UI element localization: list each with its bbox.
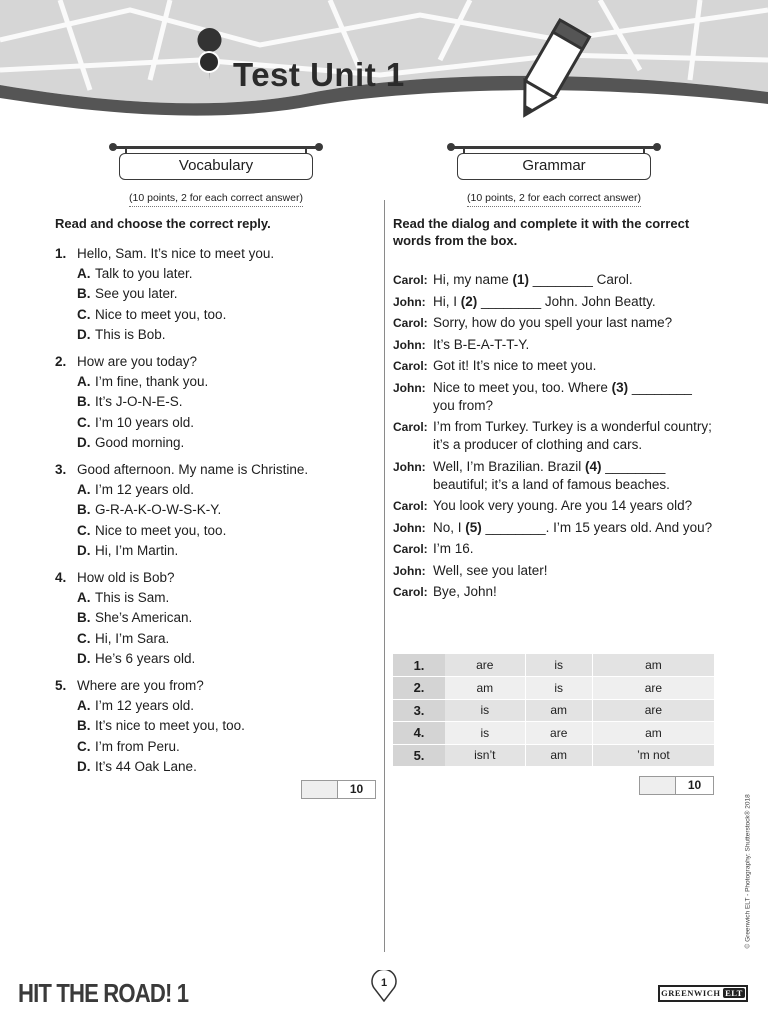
word-choice[interactable]: is (445, 699, 525, 722)
option-letter: D. (77, 758, 91, 774)
question-list (55, 244, 377, 777)
question-number: 4. (55, 570, 67, 586)
dialog-line (393, 497, 715, 515)
dialog-text: Hi, my name (1) ________ Carol. (433, 272, 633, 287)
option-letter: C. (77, 738, 91, 754)
option-letter: D. (77, 542, 91, 558)
option-letter: B. (77, 718, 91, 734)
speaker: Carol: (393, 499, 428, 513)
answer-option[interactable] (77, 284, 377, 304)
score-blank[interactable] (302, 781, 338, 798)
option-letter: B. (77, 502, 91, 518)
word-choice[interactable]: is (525, 654, 592, 677)
dialog-text: Well, I’m Brazilian. Brazil (4) ________ beautiful; it’s a land of famous beaches. (433, 458, 670, 492)
option-letter: D. (77, 434, 91, 450)
dialog-text: Got it! It’s nice to meet you. (433, 358, 597, 373)
vocabulary-section (55, 140, 377, 777)
speaker: John: (393, 459, 426, 474)
grammar-instruction: Read the dialog and complete it with the correct words from the box. (393, 216, 690, 248)
option-text: It’s J-O-N-E-S. (95, 394, 183, 410)
word-box-row (393, 699, 714, 722)
answer-option[interactable] (77, 649, 377, 669)
vocabulary-heading: Vocabulary (119, 153, 313, 180)
dialog-line (393, 418, 715, 454)
blank-number: (4) (585, 458, 602, 474)
option-text: I’m 12 years old. (95, 698, 195, 714)
page-title: Test Unit 1 (233, 56, 405, 93)
answer-option[interactable] (77, 541, 377, 561)
option-letter: D. (77, 650, 91, 666)
word-choice[interactable]: are (525, 722, 592, 745)
answer-option[interactable] (77, 500, 377, 520)
question-item (55, 676, 377, 777)
option-letter: C. (77, 306, 91, 322)
word-choice[interactable]: are (592, 699, 714, 722)
option-text: Hi, I’m Martin. (95, 542, 179, 558)
word-box-row (393, 744, 714, 767)
word-choice[interactable]: are (592, 677, 714, 700)
answer-option[interactable] (77, 716, 377, 736)
blank-number: (2) (460, 293, 478, 309)
grammar-score-box (639, 776, 714, 795)
speaker: John: (393, 563, 426, 578)
dialog-text: Bye, John! (433, 584, 497, 599)
answer-option[interactable] (77, 413, 377, 433)
word-choice[interactable]: are (445, 654, 525, 677)
page-header (0, 0, 768, 125)
speaker: Carol: (393, 542, 428, 556)
word-box-row (393, 722, 714, 745)
vocabulary-score-box (301, 780, 376, 799)
copyright-notice: © Greenwich ELT - Photography: Shutterstock® 2018 (744, 794, 752, 949)
option-letter: C. (77, 414, 91, 430)
option-letter: D. (77, 326, 91, 342)
word-choice[interactable]: isn’t (445, 744, 525, 767)
question-number: 1. (55, 246, 67, 261)
question-text: Good afternoon. My name is Christine. (77, 462, 309, 478)
dialog-line (393, 271, 715, 289)
option-letter: A. (77, 698, 91, 714)
option-letter: A. (77, 590, 91, 606)
question-number: 3. (55, 462, 67, 478)
dialog-line (393, 357, 715, 375)
word-choice[interactable]: is (445, 722, 525, 745)
dialog-text: I’m from Turkey. Turkey is a wonderful country; it’s a producer of clothing and cars. (433, 419, 712, 452)
option-letter: A. (77, 266, 91, 282)
answer-option[interactable] (77, 629, 377, 649)
question-text: How are you today? (77, 354, 198, 370)
option-text: Talk to you later. (95, 266, 193, 282)
option-text: G-R-A-K-O-W-S-K-Y. (95, 502, 222, 518)
word-choice[interactable]: am (525, 744, 592, 767)
question-item (55, 460, 377, 561)
question-item (55, 352, 377, 453)
option-text: Good morning. (95, 434, 185, 450)
speaker: John: (393, 380, 426, 395)
word-choice[interactable]: is (525, 677, 592, 700)
speaker: Carol: (393, 420, 428, 434)
option-text: He’s 6 years old. (95, 650, 196, 666)
grammar-points: (10 points, 2 for each correct answer) (393, 192, 715, 207)
option-text: I’m 10 years old. (95, 414, 195, 430)
dialog-text: Sorry, how do you spell your last name? (433, 315, 673, 330)
dialog (393, 271, 715, 601)
answer-option[interactable] (77, 325, 377, 345)
dialog-line (393, 314, 715, 332)
speaker: Carol: (393, 359, 428, 373)
score-total: 10 (349, 782, 364, 796)
dialog-text: It’s B-E-A-T-T-Y. (433, 336, 530, 352)
answer-option[interactable] (77, 757, 377, 777)
option-letter: B. (77, 610, 91, 626)
grammar-section (393, 140, 715, 605)
option-text: See you later. (95, 286, 178, 302)
speaker: John: (393, 520, 426, 535)
dialog-line (393, 336, 715, 354)
answer-option[interactable] (77, 392, 377, 412)
score-blank[interactable] (640, 777, 676, 794)
option-text: She’s American. (95, 610, 193, 626)
answer-option[interactable] (77, 608, 377, 628)
dialog-text: I’m 16. (433, 541, 474, 556)
option-text: I’m from Peru. (95, 738, 180, 754)
question-text: Where are you from? (77, 678, 204, 694)
answer-option[interactable] (77, 372, 377, 392)
dialog-text: Nice to meet you, too. Where (3) ________ you from? (433, 379, 692, 413)
option-text: Nice to meet you, too. (95, 306, 227, 322)
answer-option[interactable] (77, 521, 377, 541)
answer-option[interactable] (77, 264, 377, 284)
brand-name: HIT THE ROAD! 1 (18, 978, 189, 1008)
page-number: 1 (371, 970, 397, 1002)
option-text: Nice to meet you, too. (95, 522, 227, 538)
option-text: It’s nice to meet you, too. (95, 718, 245, 734)
dialog-text: Hi, I (2) ________ John. John Beatty. (433, 293, 656, 309)
speaker: Carol: (393, 273, 428, 287)
dialog-text: You look very young. Are you 14 years old? (433, 498, 693, 513)
row-number: 2. (393, 677, 445, 700)
dialog-line (393, 540, 715, 558)
option-letter: B. (77, 286, 91, 302)
word-choice[interactable]: am (592, 654, 714, 677)
question-item (55, 244, 377, 345)
grammar-heading: Grammar (457, 153, 651, 180)
speaker: Carol: (393, 316, 428, 330)
dialog-line (393, 583, 715, 601)
word-choice[interactable]: ’m not (592, 744, 714, 767)
dialog-line (393, 458, 715, 494)
question-number: 2. (55, 354, 67, 370)
option-text: This is Bob. (95, 326, 166, 342)
dialog-line (393, 293, 715, 311)
dialog-text: No, I (5) ________. I’m 15 years old. And you? (433, 519, 713, 535)
dialog-line (393, 379, 715, 415)
speaker: Carol: (393, 585, 428, 599)
option-text: Hi, I’m Sara. (95, 630, 170, 646)
question-number: 5. (55, 678, 67, 694)
vocabulary-instruction: Read and choose the correct reply. (55, 216, 271, 231)
row-number: 1. (393, 654, 445, 677)
score-total: 10 (687, 778, 702, 792)
answer-option[interactable] (77, 737, 377, 757)
column-divider (384, 200, 385, 952)
publisher-logo: GREENWICH ELT (658, 985, 748, 1002)
option-text: This is Sam. (95, 590, 170, 606)
option-text: I’m fine, thank you. (95, 374, 209, 390)
speaker: John: (393, 337, 426, 352)
speaker: John: (393, 294, 426, 309)
answer-option[interactable] (77, 305, 377, 325)
word-choice[interactable]: am (592, 722, 714, 745)
dialog-line (393, 562, 715, 580)
option-letter: A. (77, 374, 91, 390)
dialog-text: Well, see you later! (433, 562, 548, 578)
dialog-line (393, 519, 715, 537)
option-letter: C. (77, 522, 91, 538)
question-item (55, 568, 377, 669)
option-letter: B. (77, 394, 91, 410)
vocabulary-banner (111, 140, 321, 184)
word-box-table (393, 654, 714, 767)
question-text: Hello, Sam. It’s nice to meet you. (77, 246, 275, 261)
answer-option[interactable] (77, 480, 377, 500)
word-choice[interactable]: am (445, 677, 525, 700)
blank-number: (3) (611, 379, 629, 395)
option-letter: A. (77, 482, 91, 498)
vocabulary-points: (10 points, 2 for each correct answer) (55, 192, 377, 207)
row-number: 5. (393, 744, 445, 767)
blank-number: (5) (465, 519, 482, 535)
option-letter: C. (77, 630, 91, 646)
question-text: How old is Bob? (77, 570, 175, 586)
grammar-banner (449, 140, 659, 184)
answer-option[interactable] (77, 588, 377, 608)
answer-option[interactable] (77, 433, 377, 453)
option-text: It’s 44 Oak Lane. (95, 758, 197, 774)
blank-number: (1) (512, 272, 530, 287)
word-choice[interactable]: am (525, 699, 592, 722)
word-box-row (393, 654, 714, 677)
word-box-row (393, 677, 714, 700)
option-text: I’m 12 years old. (95, 482, 195, 498)
answer-option[interactable] (77, 696, 377, 716)
row-number: 4. (393, 722, 445, 745)
row-number: 3. (393, 699, 445, 722)
